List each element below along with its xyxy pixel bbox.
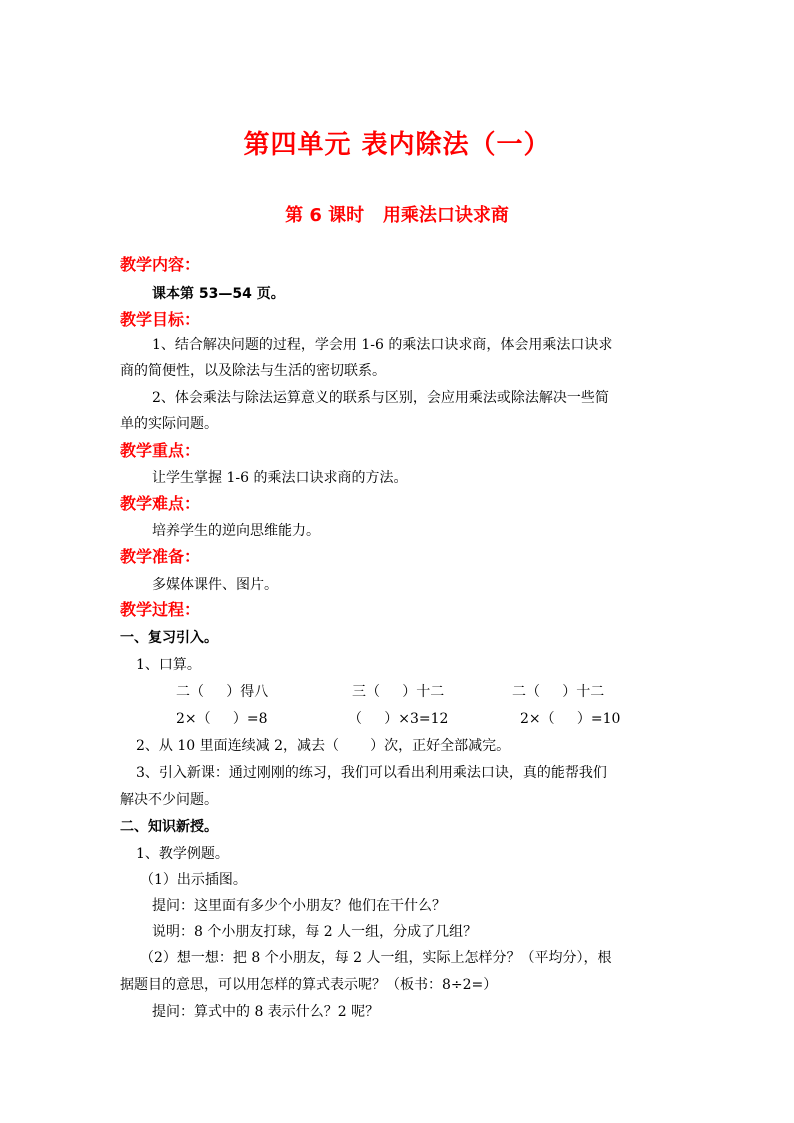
heading-content: 教学内容： [120, 255, 201, 274]
item-3-line-2: 解决不少问题。 [120, 792, 218, 808]
ask-1: 提问：这里面有多少个小朋友？他们在干什么？ [152, 898, 446, 914]
heading-key-points: 教学重点： [120, 441, 201, 460]
item-2: 2、从 10 里面连续减 2，减去（ ）次，正好全部减完。 [136, 738, 511, 754]
heading-goals: 教学目标： [120, 310, 201, 329]
oral-r1c2: 三（ ）十二 [352, 684, 445, 700]
sub-2-line-2: 据题目的意思，可以用怎样的算式表示呢？（板书：8÷2=） [120, 977, 498, 993]
teach-1: 1、教学例题。 [136, 846, 229, 862]
heading-process: 教学过程： [120, 600, 201, 619]
oral-r1c3: 二（ ）十二 [512, 684, 605, 700]
explain-1: 说明：8 个小朋友打球，每 2 人一组，分成了几组？ [152, 924, 478, 940]
oral-r1c1: 二（ ）得八 [176, 684, 269, 700]
content-text: 课本第 53—54 页。 [152, 286, 285, 302]
oral-r2c2: （ ）×3=12 [348, 711, 449, 727]
goal-2-line-2: 单的实际问题。 [120, 416, 218, 432]
key-points-text: 让学生掌握 1-6 的乘法口诀求商的方法。 [152, 470, 408, 486]
lesson-title: 第 6 课时 用乘法口诀求商 [285, 205, 509, 226]
heading-difficulties: 教学难点： [120, 494, 201, 513]
section-1-title: 一、复习引入。 [120, 630, 218, 646]
heading-preparation: 教学准备： [120, 547, 201, 566]
goal-2-line-1: 2、体会乘法与除法运算意义的联系与区别，会应用乘法或除法解决一些简 [152, 390, 609, 406]
unit-title: 第四单元 表内除法（一） [243, 130, 551, 160]
goal-1-line-1: 1、结合解决问题的过程，学会用 1-6 的乘法口诀求商，体会用乘法口诀求 [152, 337, 613, 353]
section-2-title: 二、知识新授。 [120, 819, 218, 835]
oral-r2c1: 2×（ ）=8 [176, 711, 268, 727]
ask-2: 提问：算式中的 8 表示什么？2 呢？ [152, 1004, 380, 1020]
difficulties-text: 培养学生的逆向思维能力。 [152, 523, 320, 539]
goal-1-line-2: 商的简便性，以及除法与生活的密切联系。 [120, 363, 386, 379]
sub-2-line-1: （2）想一想：把 8 个小朋友，每 2 人一组，实际上怎样分？（平均分），根 [140, 950, 612, 966]
sub-1: （1）出示插图。 [140, 872, 247, 888]
item-1: 1、口算。 [136, 657, 201, 673]
oral-r2c3: 2×（ ）=10 [520, 711, 621, 727]
preparation-text: 多媒体课件、图片。 [152, 577, 278, 593]
item-3-line-1: 3、引入新课：通过刚刚的练习，我们可以看出利用乘法口诀，真的能帮我们 [136, 765, 607, 781]
